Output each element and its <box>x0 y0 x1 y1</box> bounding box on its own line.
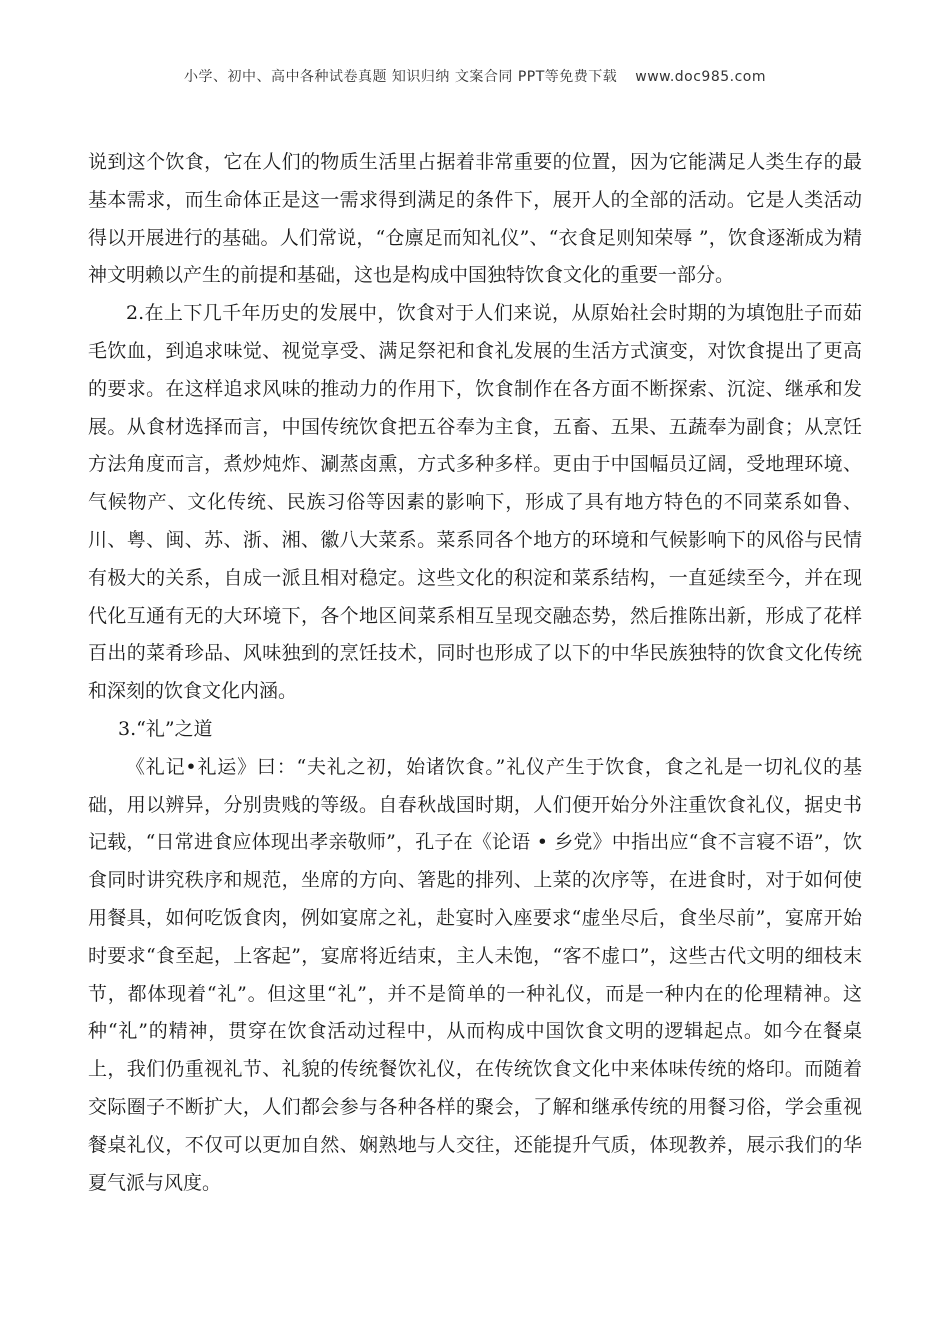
paragraph-1: 说到这个饮食，它在人们的物质生活里占据着非常重要的位置，因为它能满足人类生存的最基本需求，而生命体正是这一需求得到满足的条件下，展开人的全部的活动。它是人类活动得以开展进行的基础。人们常说，“仓廪足而知礼仪”、“衣食足则知荣辱 ”，饮食逐渐成为精神文明赖以产生的前提和基础，这也是构成中国独特饮食文化的重要一部分。 <box>88 151 862 287</box>
header-site-url: www.doc985.com <box>635 69 767 85</box>
paragraph-2: 2.在上下几千年历史的发展中，饮食对于人们来说，从原始社会时期的为填饱肚子而茹毛饮血，到追求味觉、视觉享受、满足祭祀和食礼发展的生活方式演变，对饮食提出了更高的要求。在这样追求风味的推动力的作用下，饮食制作在各方面不断探索、沉淀、继承和发展。从食材选择而言，中国传统饮食把五谷奉为主食，五畜、五果、五蔬奉为副食；从烹饪方法角度而言，煮炒炖炸、涮蒸卤熏，方式多种多样。更由于中国幅员辽阔，受地理环境、气候物产、文化传统、民族习俗等因素的影响下，形成了具有地方特色的不同菜系如鲁、川、粤、闽、苏、浙、湘、徽八大菜系。菜系同各个地方的环境和气候影响下的风俗与民情有极大的关系，自成一派且相对稳定。这些文化的积淀和菜系结构，一直延续至今，并在现代化互通有无的大环境下，各个地区间菜系相互呈现交融态势，然后推陈出新，形成了花样百出的菜肴珍品、风味独到的烹饪技术，同时也形成了以下的中华民族独特的饮食文化传统和深刻的饮食文化内涵。 <box>88 302 862 703</box>
header-tagline: 小学、初中、高中各种试卷真题 知识归纳 文案合同 PPT等免费下载 <box>183 69 618 85</box>
paragraph-3: 《礼记•礼运》曰：“夫礼之初，始诸饮食。”礼仪产生于饮食，食之礼是一切礼仪的基础，用以辨异，分别贵贱的等级。自春秋战国时期，人们便开始分外注重饮食礼仪，据史书记载，“日常进食应体现出孝亲敬师”，孔子在《论语 • 乡党》中指出应“食不言寝不语”，饮食同时讲究秩序和规范，坐席的方向、箸匙的排列、上菜的次序等，在进食时，对于如何使用餐具，如何吃饭食肉，例如宴席之礼，赴宴时入座要求“虚坐尽后，食坐尽前”，宴席开始时要求“食至起，上客起”，宴席将近结束，主人未饱，“客不虚口”，这些古代文明的细枝末节，都体现着“礼”。但这里“礼”，并不是简单的一种礼仪，而是一种内在的伦理精神。这种“礼”的精神，贯穿在饮食活动过程中，从而构成中国饮食文明的逻辑起点。如今在餐桌上，我们仍重视礼节、礼貌的传统餐饮礼仪，在传统饮食文化中来体味传统的烙印。而随着交际圈子不断扩大，人们都会参与各种各样的聚会，了解和继承传统的用餐习俗，学会重视餐桌礼仪，不仅可以更加自然、娴熟地与人交往，还能提升气质，体现教养，展示我们的华夏气派与风度。 <box>88 755 862 1194</box>
page-header <box>0 66 950 86</box>
section-heading-3: 3.“礼”之道 <box>118 717 213 740</box>
document-body <box>88 144 862 1202</box>
